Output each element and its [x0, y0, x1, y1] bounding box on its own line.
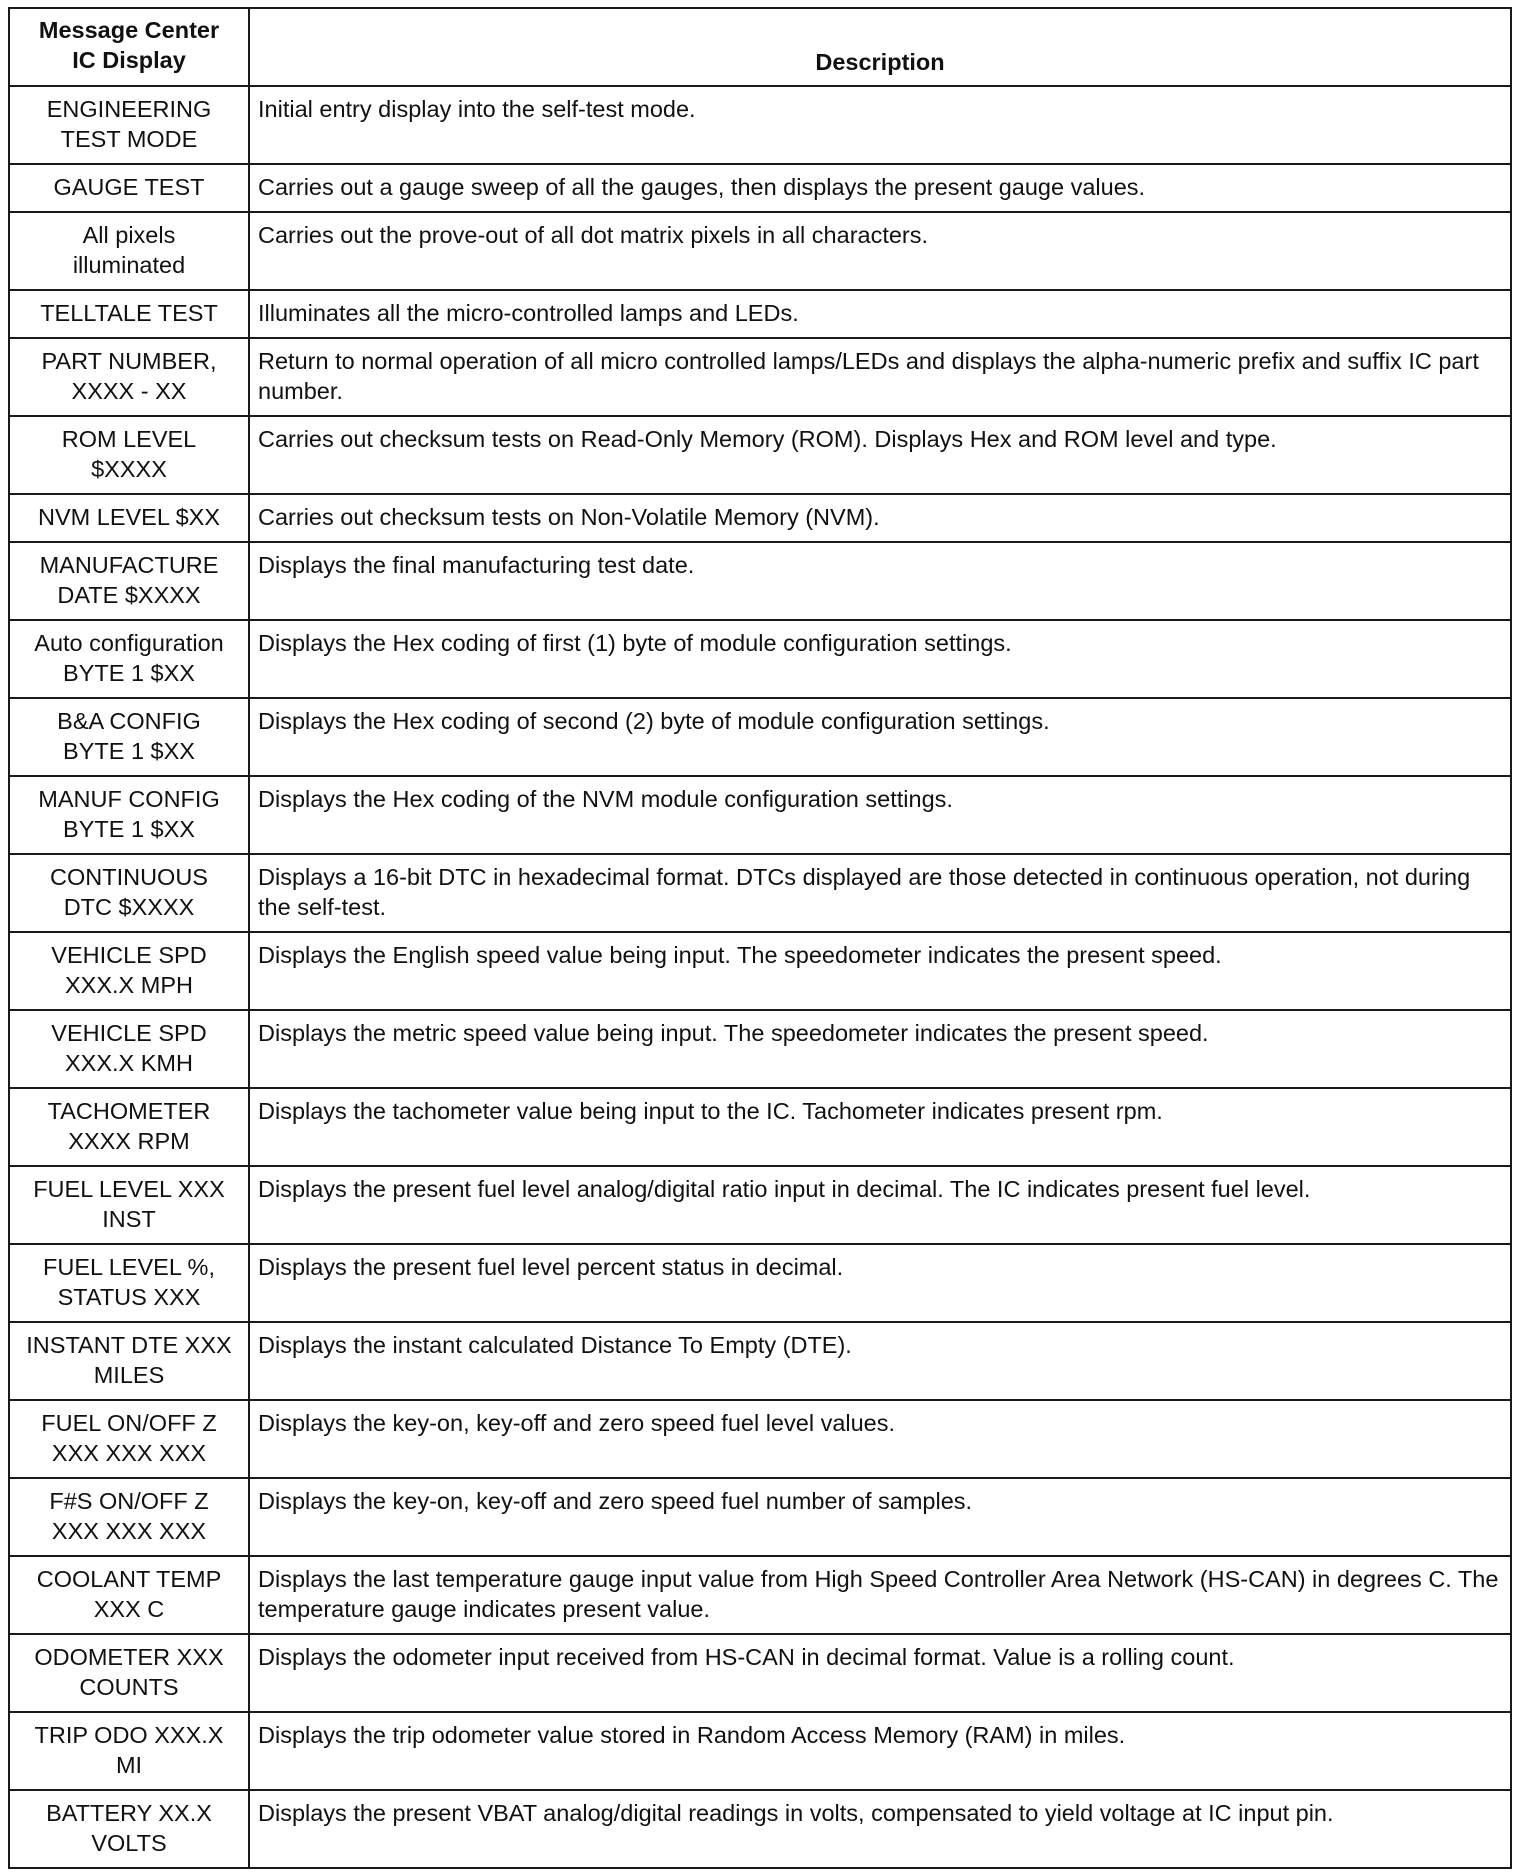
table-row [9, 1322, 1511, 1400]
table-row [9, 1166, 1511, 1244]
table-row [9, 1556, 1511, 1634]
header-ic-display [9, 8, 249, 86]
table-row [9, 620, 1511, 698]
ic-display-line-1: MANUF CONFIG [38, 786, 220, 812]
description-cell [249, 776, 1511, 854]
ic-display-cell [9, 1556, 249, 1634]
description-cell [249, 1400, 1511, 1478]
description-text: Displays the final manufacturing test date. [258, 552, 695, 578]
description-cell [249, 542, 1511, 620]
header-row [9, 8, 1511, 86]
ic-display-cell [9, 1244, 249, 1322]
ic-display-line-1: TACHOMETER [47, 1098, 211, 1124]
description-text: Displays the last temperature gauge input value from High Speed Controller Area Network (HS-CAN) in degrees C. The temperature gauge indicates present value. [258, 1566, 1499, 1622]
ic-display-line-1: TELLTALE TEST [40, 300, 218, 326]
ic-display-line-1: FUEL LEVEL XXX [33, 1176, 225, 1202]
ic-display-cell [9, 776, 249, 854]
description-cell [249, 1556, 1511, 1634]
description-text: Displays the metric speed value being input. The speedometer indicates the present speed. [258, 1020, 1209, 1046]
description-text: Displays the English speed value being input. The speedometer indicates the present speed. [258, 942, 1222, 968]
ic-display-line-1: All pixels [82, 222, 176, 248]
description-cell [249, 1322, 1511, 1400]
description-text: Initial entry display into the self-test mode. [258, 96, 696, 122]
ic-display-line-1: GAUGE TEST [53, 174, 205, 200]
table-row [9, 1400, 1511, 1478]
description-cell [249, 1088, 1511, 1166]
description-cell [249, 290, 1511, 338]
table-row [9, 1088, 1511, 1166]
table-row [9, 494, 1511, 542]
ic-display-cell [9, 932, 249, 1010]
table-row [9, 338, 1511, 416]
ic-display-cell [9, 1166, 249, 1244]
ic-display-line-2: DTC $XXXX [63, 894, 195, 920]
ic-display-cell [9, 854, 249, 932]
description-text: Displays the Hex coding of the NVM module configuration settings. [258, 786, 953, 812]
description-text: Carries out checksum tests on Read-Only Memory (ROM). Displays Hex and ROM level and type. [258, 426, 1277, 452]
description-text: Displays the present fuel level percent status in decimal. [258, 1254, 844, 1280]
description-text: Carries out a gauge sweep of all the gauges, then displays the present gauge values. [258, 174, 1146, 200]
ic-display-cell [9, 1010, 249, 1088]
description-text: Displays the present fuel level analog/digital ratio input in decimal. The IC indicates present fuel level. [258, 1176, 1311, 1202]
ic-display-line-2: XXX.X KMH [65, 1050, 193, 1076]
ic-display-line-1: COOLANT TEMP [36, 1566, 222, 1592]
description-text: Displays the trip odometer value stored in Random Access Memory (RAM) in miles. [258, 1722, 1126, 1748]
description-cell [249, 1166, 1511, 1244]
ic-display-line-1: INSTANT DTE XXX [26, 1332, 232, 1358]
description-text: Carries out the prove-out of all dot matrix pixels in all characters. [258, 222, 929, 248]
ic-display-line-1: ODOMETER XXX [34, 1644, 224, 1670]
ic-display-cell [9, 542, 249, 620]
ic-display-line-2: STATUS XXX [57, 1284, 201, 1310]
ic-display-cell [9, 1322, 249, 1400]
ic-display-line-1: VEHICLE SPD [51, 1020, 207, 1046]
description-cell [249, 1634, 1511, 1712]
ic-display-line-2: BYTE 1 $XX [63, 738, 195, 764]
description-cell [249, 86, 1511, 164]
description-cell [249, 1244, 1511, 1322]
ic-display-cell [9, 86, 249, 164]
ic-display-line-1: F#S ON/OFF Z [49, 1488, 209, 1514]
ic-display-line-2: DATE $XXXX [57, 582, 201, 608]
header-description: Description [249, 8, 1511, 86]
ic-display-cell [9, 1712, 249, 1790]
table-row [9, 932, 1511, 1010]
description-text: Displays the present VBAT analog/digital readings in volts, compensated to yield voltage at IC input pin. [258, 1800, 1334, 1826]
ic-display-cell [9, 698, 249, 776]
ic-display-line-2: XXX.X MPH [65, 972, 193, 998]
ic-display-line-1: ENGINEERING [46, 96, 212, 122]
table-row [9, 1478, 1511, 1556]
description-text: Displays the tachometer value being input to the IC. Tachometer indicates present rpm. [258, 1098, 1163, 1124]
ic-display-line-1: PART NUMBER, [41, 348, 217, 374]
ic-display-cell [9, 1400, 249, 1478]
description-text: Displays the Hex coding of first (1) byte of module configuration settings. [258, 630, 1012, 656]
ic-display-table [8, 7, 1512, 1869]
ic-display-cell [9, 164, 249, 212]
ic-display-line-1: ROM LEVEL [61, 426, 197, 452]
table-row [9, 290, 1511, 338]
description-cell [249, 338, 1511, 416]
ic-display-line-1: MANUFACTURE [39, 552, 219, 578]
ic-display-line-2: BYTE 1 $XX [63, 816, 195, 842]
table-row [9, 776, 1511, 854]
ic-display-cell [9, 416, 249, 494]
header-ic-display-line2: IC Display [72, 47, 186, 73]
description-cell [249, 932, 1511, 1010]
description-cell [249, 212, 1511, 290]
ic-display-line-1: NVM LEVEL $XX [38, 504, 220, 530]
ic-display-line-2: XXXX - XX [71, 378, 187, 404]
ic-display-cell [9, 1790, 249, 1868]
description-cell [249, 1712, 1511, 1790]
table-row [9, 86, 1511, 164]
table-row [9, 416, 1511, 494]
ic-display-line-2: XXX XXX XXX [51, 1440, 207, 1466]
ic-display-line-2: INST [102, 1206, 156, 1232]
description-text: Illuminates all the micro-controlled lamps and LEDs. [258, 300, 799, 326]
table-row [9, 542, 1511, 620]
header-ic-display-line1: Message Center [38, 17, 220, 43]
table-row [9, 854, 1511, 932]
ic-display-cell [9, 1088, 249, 1166]
ic-display-line-2: TEST MODE [60, 126, 198, 152]
ic-display-line-2: MI [115, 1752, 143, 1778]
description-text: Displays a 16-bit DTC in hexadecimal format. DTCs displayed are those detected in continuous operation, not during the self-test. [258, 864, 1471, 920]
ic-display-line-1: FUEL LEVEL %, [43, 1254, 215, 1280]
ic-display-line-1: Auto configuration [34, 630, 224, 656]
ic-display-cell [9, 290, 249, 338]
ic-display-cell [9, 212, 249, 290]
ic-display-cell [9, 1478, 249, 1556]
table-row [9, 1244, 1511, 1322]
ic-display-cell [9, 620, 249, 698]
description-text: Displays the key-on, key-off and zero speed fuel level values. [258, 1410, 896, 1436]
description-cell [249, 164, 1511, 212]
table-row [9, 1634, 1511, 1712]
ic-display-line-1: BATTERY XX.X [46, 1800, 212, 1826]
ic-display-line-2: XXXX RPM [68, 1128, 190, 1154]
ic-display-line-2: VOLTS [91, 1830, 167, 1856]
ic-display-line-1: CONTINUOUS [50, 864, 208, 890]
ic-display-line-2: MILES [93, 1362, 165, 1388]
description-text: Carries out checksum tests on Non-Volatile Memory (NVM). [258, 504, 880, 530]
ic-display-line-2: XXX XXX XXX [51, 1518, 207, 1544]
ic-display-cell [9, 494, 249, 542]
ic-display-cell [9, 338, 249, 416]
table-row [9, 1712, 1511, 1790]
table-row [9, 164, 1511, 212]
description-text: Displays the Hex coding of second (2) byte of module configuration settings. [258, 708, 1050, 734]
description-cell [249, 494, 1511, 542]
description-text: Displays the instant calculated Distance To Empty (DTE). [258, 1332, 852, 1358]
description-cell [249, 1010, 1511, 1088]
description-cell [249, 854, 1511, 932]
description-cell [249, 698, 1511, 776]
description-cell [249, 416, 1511, 494]
ic-display-line-2: $XXXX [91, 456, 167, 482]
ic-display-line-2: illuminated [72, 252, 186, 278]
description-text: Displays the odometer input received from HS-CAN in decimal format. Value is a rolling count. [258, 1644, 1235, 1670]
ic-display-line-2: XXX C [93, 1596, 165, 1622]
description-cell [249, 620, 1511, 698]
ic-display-line-1: FUEL ON/OFF Z [41, 1410, 217, 1436]
table-row [9, 1790, 1511, 1868]
ic-display-line-1: VEHICLE SPD [51, 942, 207, 968]
ic-display-line-1: B&A CONFIG [57, 708, 201, 734]
description-cell [249, 1478, 1511, 1556]
description-cell [249, 1790, 1511, 1868]
table-row [9, 1010, 1511, 1088]
table-row [9, 698, 1511, 776]
ic-display-cell [9, 1634, 249, 1712]
ic-display-line-2: COUNTS [79, 1674, 179, 1700]
ic-display-line-2: BYTE 1 $XX [63, 660, 195, 686]
table-row [9, 212, 1511, 290]
description-text: Return to normal operation of all micro controlled lamps/LEDs and displays the alpha-numeric prefix and suffix IC part number. [258, 348, 1479, 404]
ic-display-line-1: TRIP ODO XXX.X [34, 1722, 224, 1748]
description-text: Displays the key-on, key-off and zero speed fuel number of samples. [258, 1488, 973, 1514]
